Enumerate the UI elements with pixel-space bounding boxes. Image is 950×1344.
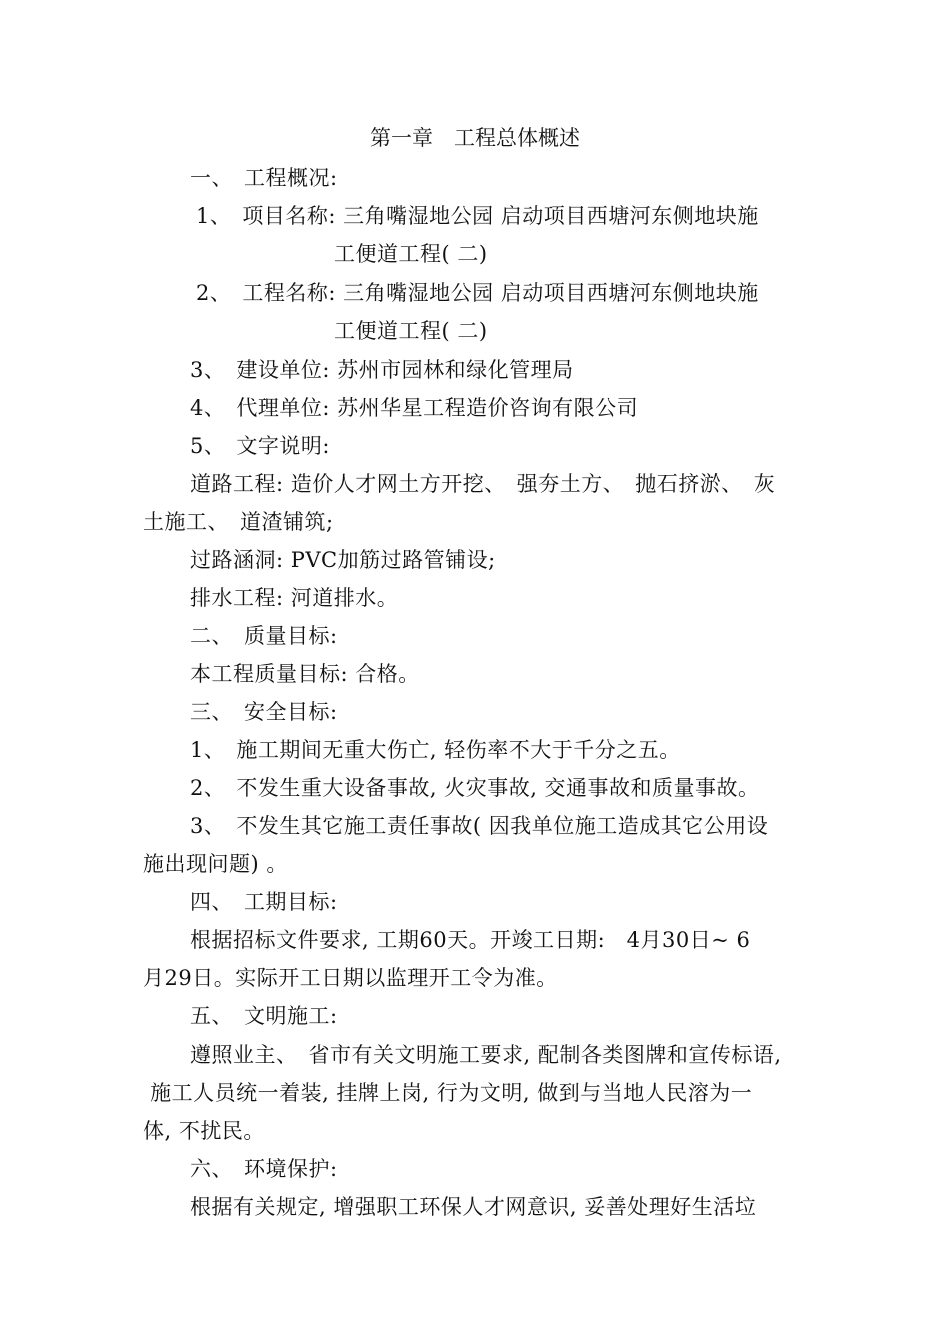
project-name-continuation: 工便道工程( 二)	[334, 242, 488, 266]
project-name-line: 1、 项目名称: 三角嘴湿地公园 启动项目西塘河东侧地块施	[196, 204, 759, 228]
section-heading-quality: 二、 质量目标:	[190, 624, 338, 648]
section-heading-civilized: 五、 文明施工:	[190, 1004, 338, 1028]
safety-item-3-continuation: 施出现问题) 。	[143, 852, 288, 876]
civilized-line: 遵照业主、 省市有关文明施工要求, 配制各类图牌和宣传标语,	[190, 1043, 782, 1067]
section-heading-overview: 一、 工程概况:	[190, 166, 338, 190]
section-heading-environment: 六、 环境保护:	[190, 1157, 338, 1181]
civilized-continuation-2: 体, 不扰民。	[143, 1119, 265, 1143]
drainage-line: 排水工程: 河道排水。	[190, 586, 399, 610]
civilized-continuation-1: 施工人员统一着装, 挂牌上岗, 行为文明, 做到与当地人民溶为一	[143, 1081, 753, 1105]
owner-unit-line: 3、 建设单位: 苏州市园林和绿化管理局	[190, 358, 574, 382]
work-name-continuation: 工便道工程( 二)	[334, 319, 488, 343]
schedule-continuation: 月29日。实际开工日期以监理开工令为准。	[143, 966, 558, 990]
agent-unit-line: 4、 代理单位: 苏州华星工程造价咨询有限公司	[190, 396, 639, 420]
section-heading-safety: 三、 安全目标:	[190, 700, 338, 724]
road-works-line: 道路工程: 造价人才网土方开挖、 强夯土方、 抛石挤淤、 灰	[190, 472, 776, 496]
road-works-continuation: 土施工、 道渣铺筑;	[143, 510, 334, 534]
chapter-title: 第一章 工程总体概述	[370, 126, 580, 150]
safety-item-3: 3、 不发生其它施工责任事故( 因我单位施工造成其它公用设	[190, 814, 769, 838]
safety-item-2: 2、 不发生重大设备事故, 火灾事故, 交通事故和质量事故。	[190, 776, 760, 800]
culvert-line: 过路涵洞: PVC加筋过路管铺设;	[190, 548, 496, 572]
safety-item-1: 1、 施工期间无重大伤亡, 轻伤率不大于千分之五。	[190, 738, 681, 762]
schedule-line: 根据招标文件要求, 工期60天。开竣工日期: 4月30日~ 6	[190, 928, 751, 952]
section-heading-schedule: 四、 工期目标:	[190, 890, 338, 914]
environment-line: 根据有关规定, 增强职工环保人才网意识, 妥善处理好生活垃	[190, 1195, 757, 1219]
text-description-heading: 5、 文字说明:	[190, 434, 330, 458]
quality-target-line: 本工程质量目标: 合格。	[190, 662, 420, 686]
work-name-line: 2、 工程名称: 三角嘴湿地公园 启动项目西塘河东侧地块施	[196, 281, 759, 305]
